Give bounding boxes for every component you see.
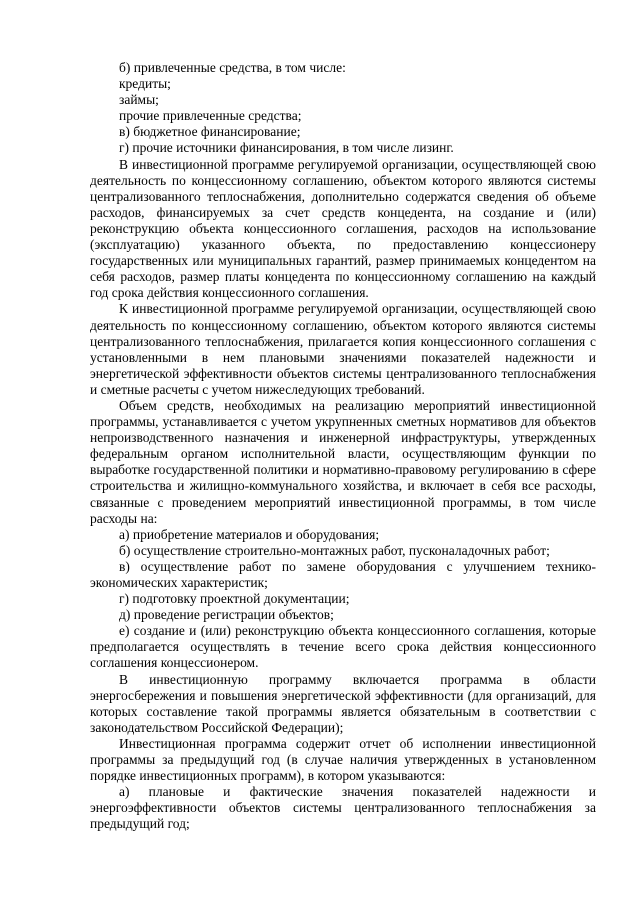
paragraph: Объем средств, необходимых на реализацию мероприятий инвестиционной программы, устанавливается с учетом укрупненных сметных нормативов для объектов непроизводственного назначения и инженерной инфраструктуры, утвержденных федеральным органом исполнительной власти, осуществляющим функции по выработке государственной политики и нормативно-правовому регулированию в сфере строительства и жилищно-коммунального хозяйства, и включает в себя все расходы, связанные с проведением мероприятий инвестиционной программы, в том числе расходы на:: [90, 397, 596, 526]
paragraph: б) осуществление строительно-монтажных работ, пусконаладочных работ;: [119, 542, 550, 558]
paragraph: К инвестиционной программе регулируемой организации, осуществляющей свою деятельность по концессионному соглашению, объектом которого являются системы централизованного теплоснабжения, прилагается копия концессионного соглашения с установленными в нем плановыми значениями показателей надежности и энергетической эффективности объектов системы централизованного теплоснабжения и сметные расчеты с учетом нижеследующих требований.: [90, 301, 596, 397]
paragraph: а) приобретение материалов и оборудования;: [119, 526, 380, 542]
paragraph: Инвестиционная программа содержит отчет об исполнении инвестиционной программы за предыдущий год (в случае наличия утвержденных в установленном порядке инвестиционных программ), в котором указываются:: [90, 735, 596, 784]
paragraph: е) создание и (или) реконструкцию объекта концессионного соглашения, которые предполагается осуществлять в течение всего срока действия концессионного соглашения концессионером.: [90, 623, 596, 671]
paragraph: займы;: [119, 92, 159, 108]
paragraph: В инвестиционной программе регулируемой организации, осуществляющей свою деятельность по концессионному соглашению, объектом которого являются системы централизованного теплоснабжения, дополнительно содержатся сведения об объеме расходов, финансируемых за счет средств концедента, на создание и (или) реконструкцию объекта концессионного соглашения, расходов на использование (эксплуатацию) указанного объекта, по предоставлению концессионеру государственных или муниципальных гарантий, размер принимаемых концедентом на себя расходов, размер платы концедента по концессионному соглашению на каждый год срока действия концессионного соглашения.: [90, 156, 596, 301]
paragraph: д) проведение регистрации объектов;: [119, 607, 334, 623]
paragraph: а) плановые и фактические значения показателей надежности и энергоэффективности объектов системы централизованного теплоснабжения за предыдущий год;: [90, 784, 596, 832]
paragraph: г) прочие источники финансирования, в том числе лизинг.: [119, 140, 454, 156]
paragraph: в) бюджетное финансирование;: [119, 124, 301, 140]
paragraph: г) подготовку проектной документации;: [119, 591, 350, 607]
paragraph: в) осуществление работ по замене оборудования с улучшением технико-экономических характеристик;: [90, 558, 596, 590]
paragraph: В инвестиционную программу включается программа в области энергосбережения и повышения энергетической эффективности (для организаций, для которых составление такой программы является обязательным в соответствии с законодательством Российской Федерации);: [90, 671, 596, 735]
paragraph: кредиты;: [119, 76, 171, 92]
paragraph: б) привлеченные средства, в том числе:: [119, 60, 346, 75]
paragraph: прочие привлеченные средства;: [119, 108, 302, 124]
